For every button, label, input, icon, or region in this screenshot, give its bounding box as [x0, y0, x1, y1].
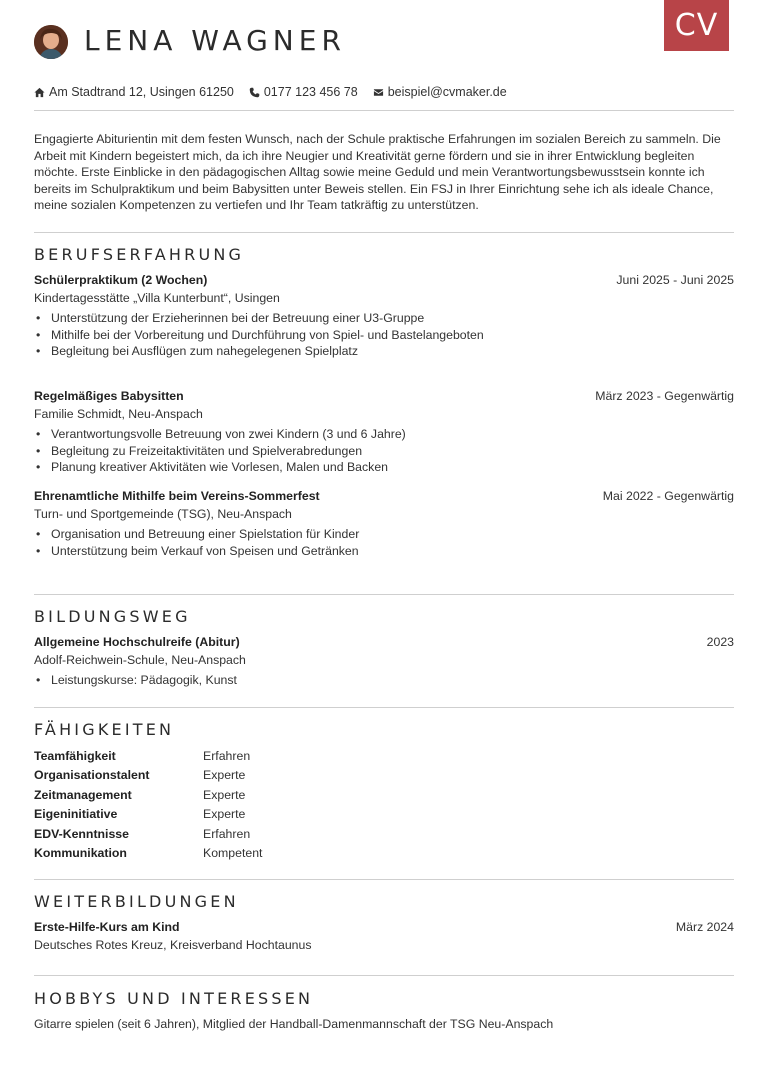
- entry-date: Juni 2025 - Juni 2025: [616, 273, 734, 287]
- contact-bar: [34, 85, 522, 99]
- address-text: Am Stadtrand 12, Usingen 61250: [49, 85, 234, 99]
- list-item: • Unterstützung beim Verkauf von Speisen und Getränken: [34, 543, 734, 560]
- home-icon: [34, 87, 45, 98]
- divider: [34, 879, 734, 880]
- entry-title: Regelmäßiges Babysitten: [34, 389, 184, 403]
- education-entry: [34, 633, 734, 689]
- skill-row: [34, 844, 734, 863]
- entry-bullets: [34, 310, 734, 360]
- skill-name: Zeitmanagement: [34, 787, 132, 802]
- entry-organization: Familie Schmidt, Neu-Anspach: [34, 407, 203, 421]
- list-item: • Unterstützung der Erzieherinnen bei der Betreuung einer U3-Gruppe: [34, 310, 734, 327]
- applicant-name: LENA WAGNER: [84, 24, 346, 57]
- email-text: beispiel@cvmaker.de: [387, 85, 507, 99]
- skill-level: Experte: [203, 768, 246, 783]
- experience-entry: [34, 487, 734, 559]
- divider: [34, 232, 734, 233]
- skill-level: Experte: [203, 807, 246, 822]
- cv-badge: CV: [664, 0, 729, 51]
- skill-name: EDV-Kenntnisse: [34, 826, 129, 841]
- entry-date: Mai 2022 - Gegenwärtig: [602, 489, 734, 503]
- skills-table: [34, 747, 734, 863]
- skill-row: [34, 825, 734, 844]
- skill-name: Organisationstalent: [34, 768, 150, 783]
- entry-date: März 2024: [675, 920, 734, 934]
- divider: [34, 594, 734, 595]
- contact-phone: [249, 85, 358, 99]
- list-item: • Begleitung zu Freizeitaktivitäten und Spielverabredungen: [34, 443, 734, 460]
- list-item: • Leistungskurse: Pädagogik, Kunst: [34, 672, 734, 689]
- list-item: • Verantwortungsvolle Betreuung von zwei Kindern (3 und 6 Jahre): [34, 426, 734, 443]
- entry-title: Allgemeine Hochschulreife (Abitur): [34, 635, 240, 649]
- skill-level: Erfahren: [203, 826, 251, 841]
- skill-row: [34, 747, 734, 766]
- phone-icon: [249, 87, 260, 98]
- section-title-skills: FÄHIGKEITEN: [34, 720, 175, 739]
- divider: [34, 110, 734, 111]
- entry-bullets: [34, 672, 734, 689]
- divider: [34, 707, 734, 708]
- skill-name: Teamfähigkeit: [34, 749, 116, 763]
- section-title-hobbies: HOBBYS UND INTERESSEN: [34, 989, 314, 1008]
- skill-level: Erfahren: [203, 749, 251, 763]
- list-item: • Mithilfe bei der Vorbereitung und Durchführung von Spiel- und Bastelangeboten: [34, 327, 734, 344]
- phone-text: 0177 123 456 78: [263, 85, 358, 99]
- contact-address: [34, 85, 234, 99]
- entry-date: 2023: [706, 635, 734, 649]
- entry-organization: Kindertagesstätte „Villa Kunterbunt“, Usingen: [34, 291, 280, 305]
- entry-bullets: [34, 426, 734, 476]
- training-entry: [34, 918, 734, 957]
- avatar: [34, 25, 68, 59]
- entry-organization: Deutsches Rotes Kreuz, Kreisverband Hochtaunus: [34, 938, 312, 952]
- entry-organization: Turn- und Sportgemeinde (TSG), Neu-Anspach: [34, 507, 292, 521]
- experience-entry: [34, 387, 734, 476]
- entry-date: März 2023 - Gegenwärtig: [595, 389, 734, 403]
- section-title-experience: BERUFSERFAHRUNG: [34, 245, 245, 264]
- envelope-icon: [373, 87, 384, 98]
- entry-organization: Adolf-Reichwein-Schule, Neu-Anspach: [34, 653, 246, 667]
- skill-name: Eigeninitiative: [34, 807, 118, 822]
- contact-email: [373, 85, 507, 99]
- skill-name: Kommunikation: [34, 845, 127, 860]
- skill-level: Experte: [203, 787, 246, 802]
- hobbies-text: Gitarre spielen (seit 6 Jahren), Mitglied der Handball-Damenmannschaft der TSG Neu-Anspach: [34, 1017, 554, 1031]
- list-item: • Planung kreativer Aktivitäten wie Vorlesen, Malen und Backen: [34, 459, 734, 476]
- list-item: • Begleitung bei Ausflügen zum nahegelegenen Spielplatz: [34, 343, 734, 360]
- skill-row: [34, 766, 734, 785]
- entry-bullets: [34, 526, 734, 559]
- skill-row: [34, 786, 734, 805]
- list-item: • Organisation und Betreuung einer Spielstation für Kinder: [34, 526, 734, 543]
- entry-title: Ehrenamtliche Mithilfe beim Vereins-Sommerfest: [34, 489, 320, 503]
- experience-entry: [34, 271, 734, 360]
- skill-row: [34, 805, 734, 824]
- skill-level: Kompetent: [203, 845, 263, 860]
- section-title-training: WEITERBILDUNGEN: [34, 892, 239, 911]
- divider: [34, 975, 734, 976]
- profile-summary: Engagierte Abiturientin mit dem festen Wunsch, nach der Schule praktische Erfahrungen im sozialen Bereich zu sammeln. Die Arbeit mit Kindern begeistert mich, da ich ihre Neugier und Kreativität gerne fördern und sie in ihrer Entwicklung begleiten möchte. Erste Einblicke in den pädagogischen Alltag sowie meine Geduld und mein Verantwortungsbewusstsein konnte ich bereits im Schulpraktikum und beim Babysitten unter Beweis stellen. Ein FSJ in Ihrer Einrichtung sehe ich als ideale Chance, meine sozialen Kompetenzen zu vertiefen und Ihr Team tatkräftig zu unterstützen.: [34, 132, 721, 212]
- section-title-education: BILDUNGSWEG: [34, 607, 191, 626]
- entry-title: Schülerpraktikum (2 Wochen): [34, 273, 208, 287]
- entry-title: Erste-Hilfe-Kurs am Kind: [34, 920, 180, 934]
